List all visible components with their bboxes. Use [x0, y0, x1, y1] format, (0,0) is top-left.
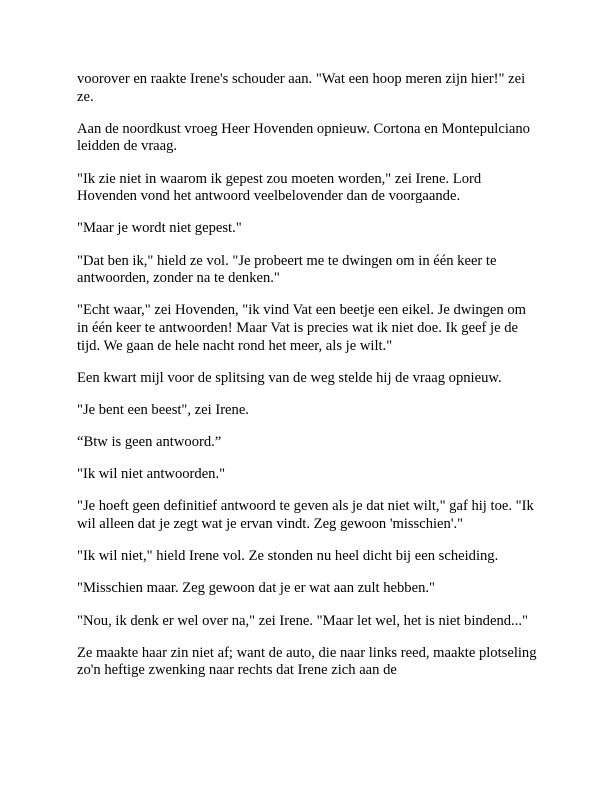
paragraph-8: "Je bent een beest", zei Irene. — [77, 401, 249, 418]
paragraph-1: voorover en raakte Irene's schouder aan. "Wat een hoop meren zijn hier!" zei ze. — [77, 71, 526, 105]
paragraph-6: "Echt waar," zei Hovenden, "ik vind Vat een beetje een eikel. Je dwingen om in één keer te antwoorden! Maar Vat is precies wat ik niet doe. Ik geef je de tijd. We gaan de hele nacht rond het meer, als je wilt." — [77, 302, 526, 354]
paragraph-7: Een kwart mijl voor de splitsing van de weg stelde hij de vraag opnieuw. — [77, 369, 502, 386]
paragraph-13: "Misschien maar. Zeg gewoon dat je er wat aan zult hebben." — [77, 580, 435, 597]
paragraph-3: "Ik zie niet in waarom ik gepest zou moeten worden," zei Irene. Lord Hovenden vond het antwoord veelbelovender dan de voorgaande. — [77, 170, 482, 205]
paragraph-15: Ze maakte haar zin niet af; want de auto, die naar links reed, maakte plotseling zo'n heftige zwenking naar rechts dat Irene zich aan de — [77, 644, 537, 679]
paragraph-4: "Maar je wordt niet gepest." — [77, 220, 242, 237]
paragraph-14: "Nou, ik denk er wel over na," zei Irene. "Maar let wel, het is niet bindend..." — [77, 612, 528, 629]
paragraph-9: “Btw is geen antwoord.” — [77, 434, 222, 451]
paragraph-12: "Ik wil niet," hield Irene vol. Ze stonden nu heel dicht bij een scheiding. — [77, 548, 499, 565]
paragraph-11: "Je hoeft geen definitief antwoord te geven als je dat niet wilt," gaf hij toe. "Ik wil alleen dat je zegt wat je ervan vindt. Zeg gewoon 'misschien'." — [77, 498, 534, 533]
paragraph-10: "Ik wil niet antwoorden." — [77, 466, 226, 483]
paragraph-2: Aan de noordkust vroeg Heer Hovenden opnieuw. Cortona en Montepulciano leidden de vraag. — [77, 120, 530, 155]
paragraph-5: "Dat ben ik," hield ze vol. "Je probeert me te dwingen om in één keer te antwoorden, zonder na te denken." — [77, 252, 497, 287]
